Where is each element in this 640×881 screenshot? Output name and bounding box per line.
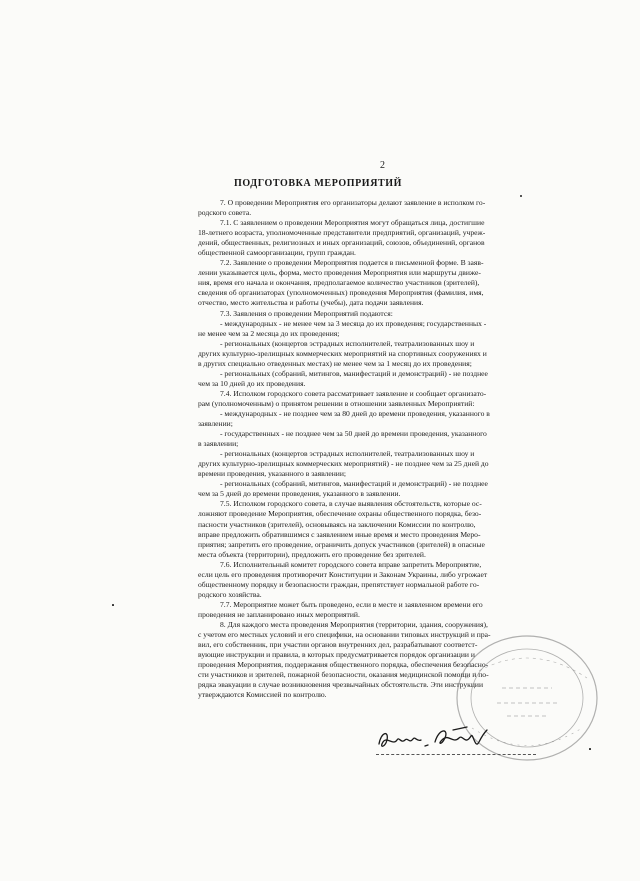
text-line: - государственных - не позднее чем за 50 дней до времени проведения, указанного (220, 429, 487, 439)
text-line: вправе предложить обратившимся с заявлением иные время и место проведения Меро- (198, 529, 481, 539)
text-line: вующие инструкции и правила, в которых предусматривается порядок организации и (198, 650, 475, 660)
text-line: проведения не запланировано иных мероприятий. (198, 609, 360, 619)
scan-speck (520, 195, 522, 197)
text-line: если цель его проведения противоречит Конституции и Законам Украины, либо угрожает (198, 569, 488, 579)
text-line: в заявлении; (198, 439, 239, 449)
text-line: 7.1. С заявлением о проведении Мероприятия могут обращаться лица, достигшие (220, 218, 485, 228)
text-line: проведения Мероприятия, поддержания общественного порядка, обеспечения безопасно- (198, 660, 489, 670)
text-line: 7.6. Исполнительный комитет городского совета вправе запретить Мероприятие, (220, 559, 482, 569)
text-line: заявлении; (198, 419, 233, 429)
text-line: - региональных (собраний, митингов, манифестаций и демонстраций) - не позднее (220, 368, 488, 378)
text-line: других культурно-зрелищных коммерческих мероприятий) - не позднее чем за 25 дней до (198, 459, 489, 469)
text-line: - региональных (концертов эстрадных исполнителей, театрализованных шоу и (220, 449, 475, 459)
text-line: - региональных (концертов эстрадных исполнителей, театрализованных шоу и (220, 338, 475, 348)
section-title: ПОДГОТОВКА МЕРОПРИЯТИЙ (234, 178, 403, 189)
text-line: лении указывается цель, форма, место проведения Мероприятия или маршруты движе- (198, 268, 481, 278)
text-line: общественной самоорганизации, групп граждан. (198, 248, 356, 258)
text-line: чем за 10 дней до их проведения. (198, 378, 306, 388)
text-line: - международных - не менее чем за 3 месяца до их проведения; государственных - (220, 318, 487, 328)
text-line: 7.3. Заявления о проведении Мероприятий подаются: (220, 308, 393, 318)
text-line: чем за 5 дней до времени проведения, указанного в заявлении. (198, 489, 401, 499)
text-line: в других специально отведенных местах) не менее чем за 1 месяц до их проведения; (198, 358, 472, 368)
page-number: 2 (380, 160, 385, 171)
text-line: ния, время его начала и окончания, предполагаемое количество участников (зрителей), (198, 278, 480, 288)
text-line: 7. О проведении Мероприятия его организаторы делают заявление в исполком го- (220, 198, 486, 207)
text-line: 7.4. Исполком городского совета рассматривает заявление и сообщает организато- (220, 388, 487, 398)
scan-speck (589, 748, 591, 750)
text-line: вил, его собственник, при участии органов внутренних дел, разрабатывают соответст- (198, 640, 478, 650)
text-line: 18-летнего возраста, уполномоченные представители предприятий, организаций, учреж- (198, 228, 486, 238)
text-line: 7.2. Заявление о проведении Мероприятия подается в письменной форме. В заяв- (220, 258, 484, 268)
text-line: пасности участников (зрителей), основываясь на заключении Комиссии по контролю, (198, 519, 476, 529)
text-line: 7.5. Исполком городского совета, в случае выявления обстоятельств, которые ос- (220, 499, 482, 509)
text-line: других культурно-зрелищных коммерческих мероприятий на спортивных сооружениях и (198, 348, 487, 358)
text-line: приятия; запретить его проведение, ограничить допуск участников (зрителей) в опасные (198, 539, 485, 549)
text-line: утверждаются Комиссией по контролю. (198, 690, 327, 700)
text-line: рядка эвакуации в случае возникновения чрезвычайных обстоятельств. Эти инструкции (198, 680, 484, 690)
handwritten-signature (375, 724, 495, 754)
text-line: сти участников и зрителей, пожарной безопасности, оказания медицинской помощи и по- (198, 670, 489, 680)
text-line: места объекта (территории), предложить его проведение без зрителей. (198, 549, 426, 559)
text-line: общественному порядку и безопасности граждан, препятствует нормальной работе го- (198, 579, 480, 589)
text-line: 8. Для каждого места проведения Мероприятия (территории, здания, сооружения), (220, 619, 488, 629)
text-line: родского хозяйства. (198, 589, 262, 599)
text-line: 7.7. Мероприятие может быть проведено, если в месте и заявленном времени его (220, 599, 483, 609)
text-line: с учетом его местных условий и его специфики, на основании типовых инструкций и пра- (198, 630, 491, 640)
signature-line (376, 754, 536, 755)
text-line: - международных - не позднее чем за 80 дней до времени проведения, указанного в (220, 408, 490, 418)
text-line: отчество, место жительства и работы (учебы), дата подачи заявления. (198, 298, 424, 308)
text-line: сведения об организаторах (уполномоченных) проведения Мероприятия (фамилия, имя, (198, 288, 484, 298)
text-line: дений, общественных, религиозных и иных организаций, союзов, объединений, органов (198, 238, 485, 248)
scan-speck (112, 604, 114, 606)
text-line: - региональных (собраний, митингов, манифестаций и демонстраций) - не позднее (220, 479, 488, 489)
text-line: времени проведения, указанного в заявлении; (198, 469, 347, 479)
text-line: родского совета. (198, 208, 252, 218)
text-line: ложняют проведение Мероприятия, обеспечение охраны общественного порядка, безо- (198, 509, 482, 519)
text-line: не менее чем за 2 месяца до их проведения; (198, 328, 340, 338)
text-line: рам (уполномоченным) о принятом решении в отношении заявленных Мероприятий: (198, 398, 475, 408)
